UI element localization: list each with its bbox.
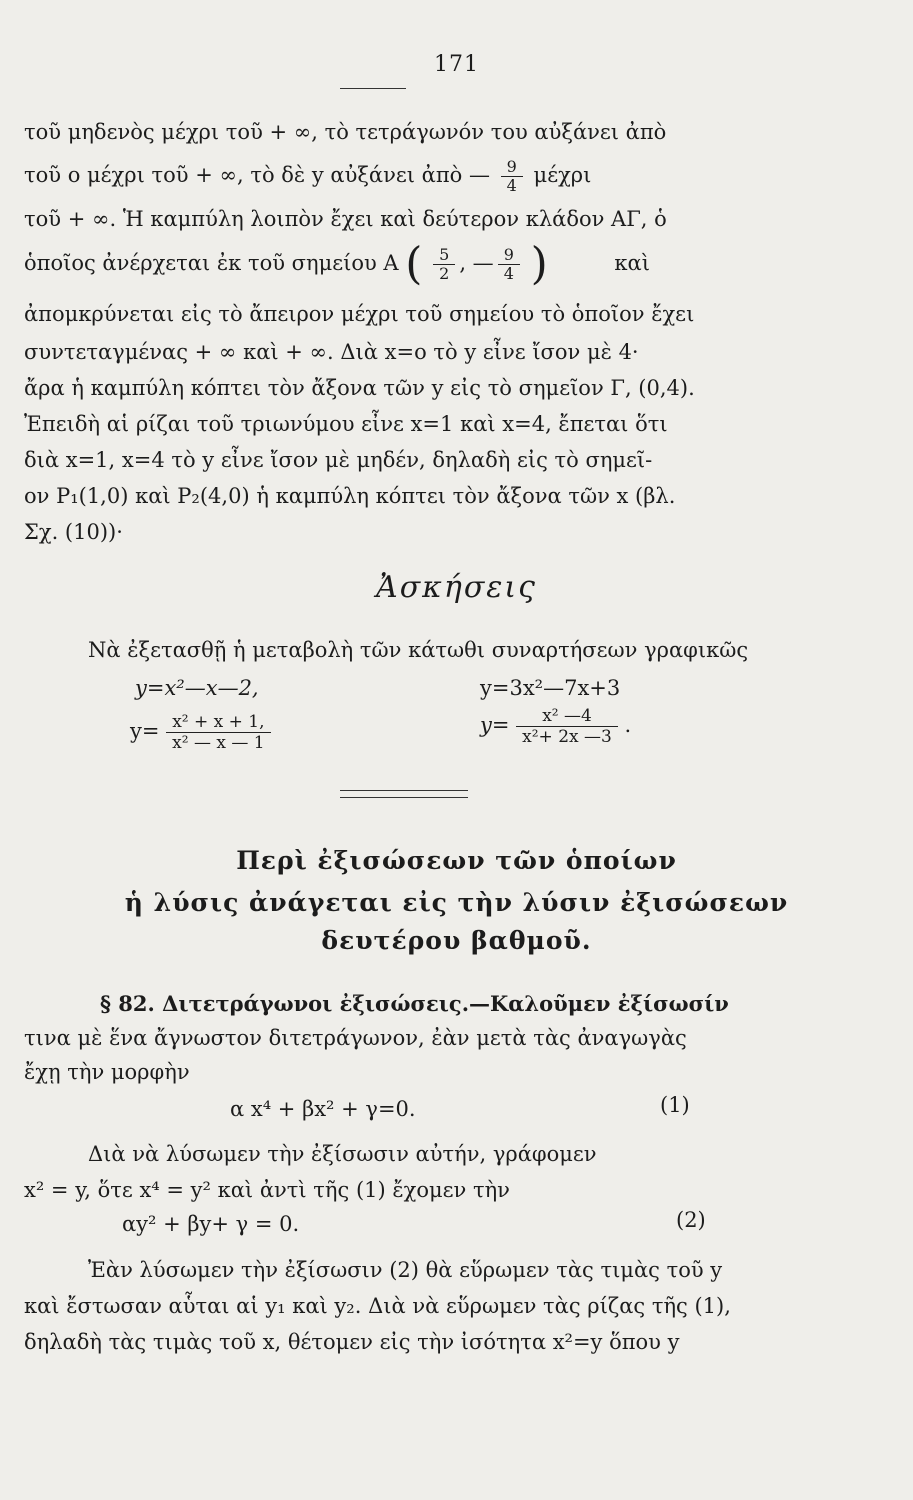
eq3-lhs: y=: [130, 719, 160, 743]
page-number: 171: [434, 52, 479, 77]
paren-open: (: [405, 238, 423, 290]
fraction-9-4: [501, 158, 523, 195]
exercises-heading: Ἀσκήσεις: [376, 570, 537, 605]
text-line-2-b: μέχρι: [533, 163, 592, 187]
separator-rule: [340, 797, 468, 798]
paragraph2-line-2: x² = y, ὅτε x⁴ = y² καὶ ἀντὶ τῆς (1) ἔχομεν τὴν: [24, 1178, 510, 1202]
eq4-num: x² —4: [516, 706, 618, 727]
paren-close: ): [530, 238, 548, 290]
fraction-num: 5: [433, 246, 455, 265]
text-line-4-a: ὁποῖος ἀνέρχεται ἐκ τοῦ σημείου Α: [24, 251, 399, 275]
text-line-6: συντεταγμένας + ∞ καὶ + ∞. Διὰ x=ο τὸ y εἶνε ἴσον μὲ 4·: [24, 340, 639, 364]
text-line-7: ἄρα ἡ καμπύλη κόπτει τὸν ἄξονα τῶν y εἰς τὸ σημεῖον Γ, (0,4).: [24, 376, 695, 400]
sub-equation: αy² + βy+ γ = 0.: [122, 1212, 300, 1236]
exercise-intro: Νὰ ἐξετασθῇ ἡ μεταβολὴ τῶν κάτωθι συναρτήσεων γραφικῶς: [88, 638, 749, 662]
exercise-eq-2: y=3x²—7x+3: [480, 676, 621, 700]
exercise-eq-4: [480, 706, 631, 747]
text-line-2-a: τοῦ ο μέχρι τοῦ + ∞, τὸ δὲ y αὐξάνει ἀπὸ: [24, 163, 463, 187]
fraction-num: 9: [498, 246, 520, 265]
eq3-num: x² + x + 1,: [166, 712, 270, 733]
exercise-eq-3: [130, 712, 271, 753]
section-title-2: ἡ λύσις ἀνάγεται εἰς τὴν λύσιν ἐξισώσεων: [124, 888, 789, 917]
paragraph3-line-1: Ἐὰν λύσωμεν τὴν ἐξίσωσιν (2) θὰ εὕρωμεν τὰς τιμὰς τοῦ y: [88, 1258, 723, 1282]
text-line-11: Σχ. (10))·: [24, 520, 123, 544]
text-line-9: διὰ x=1, x=4 τὸ y εἶνε ἴσον μὲ μηδέν, δηλαδὴ εἰς τὸ σημεῖ-: [24, 448, 653, 472]
paragraph-line-3: ἔχῃ τὴν μορφὴν: [24, 1060, 190, 1084]
text-line-2: [24, 158, 764, 195]
section-title-1: Περὶ ἐξισώσεων τῶν ὁποίων: [236, 846, 677, 875]
equation-number-2: (2): [676, 1208, 706, 1232]
text-line-4: ὁποῖος ἀνέρχεται ἐκ τοῦ σημείου Α ( $\frac{5}{2}$ , — $\frac{9}{4}$ ) καὶ: [24, 238, 650, 290]
text-line-5: ἀπομκρύνεται εἰς τὸ ἄπειρον μέχρι τοῦ σημείου τὸ ὁποῖον ἔχει: [24, 302, 695, 326]
page-number-rule: [340, 88, 406, 89]
section-title-3: δευτέρου βαθμοῦ.: [321, 926, 592, 955]
fraction-9-4-b: [498, 246, 520, 283]
eq4-fraction: [516, 706, 618, 747]
equation-number-1: (1): [660, 1093, 690, 1117]
paragraph3-line-2: καὶ ἔστωσαν αὗται αἱ y₁ καὶ y₂. Διὰ νὰ εὕρωμεν τὰς ρίζας τῆς (1),: [24, 1294, 731, 1318]
fraction-den: 4: [506, 176, 517, 195]
eq3-den: x² — x — 1: [172, 733, 265, 753]
paragraph2-line-1: Διὰ νὰ λύσωμεν τὴν ἐξίσωσιν αὐτήν, γράφομεν: [88, 1142, 597, 1166]
eq4-den: x²+ 2x —3: [522, 727, 612, 747]
paragraph-line-2: τινα μὲ ἕνα ἄγνωστον διτετράγωνον, ἐὰν μετὰ τὰς ἀναγωγὰς: [24, 1026, 687, 1050]
paragraph-line-1: § 82. Διτετράγωνοι ἐξισώσεις.—Καλοῦμεν ἐξίσωσίν: [100, 991, 729, 1016]
exercise-eq-1: y=x²—x—2,: [135, 676, 259, 700]
separator-rule: [340, 790, 468, 791]
fraction-num: 9: [501, 158, 523, 177]
main-equation: α x⁴ + βx² + γ=0.: [230, 1097, 416, 1121]
eq3-fraction: [166, 712, 270, 753]
eq4-tail: .: [624, 713, 632, 737]
eq4-lhs: y=: [480, 713, 510, 737]
text-line-8: Ἐπειδὴ αἱ ρίζαι τοῦ τριωνύμου εἶνε x=1 καὶ x=4, ἔπεται ὅτι: [24, 412, 668, 436]
text-line-1: τοῦ μηδενὸς μέχρι τοῦ + ∞, τὸ τετράγωνόν του αὐξάνει ἀπὸ: [24, 120, 667, 144]
fraction-den: 2: [439, 264, 450, 283]
fraction-5-2: [433, 246, 455, 283]
fraction-den: 4: [503, 264, 514, 283]
paragraph3-line-3: δηλαδὴ τὰς τιμὰς τοῦ x, θέτομεν εἰς τὴν ἰσότητα x²=y ὅπου y: [24, 1330, 680, 1354]
text-line-3: τοῦ + ∞. Ἡ καμπύλη λοιπὸν ἔχει καὶ δεύτερον κλάδον ΑΓ, ὁ: [24, 207, 667, 231]
frac-neg: —: [468, 163, 490, 187]
text-line-10: ον P₁(1,0) καὶ P₂(4,0) ἡ καμπύλη κόπτει τὸν ἄξονα τῶν x (βλ.: [24, 484, 676, 508]
text-line-4-b: καὶ: [614, 251, 650, 275]
